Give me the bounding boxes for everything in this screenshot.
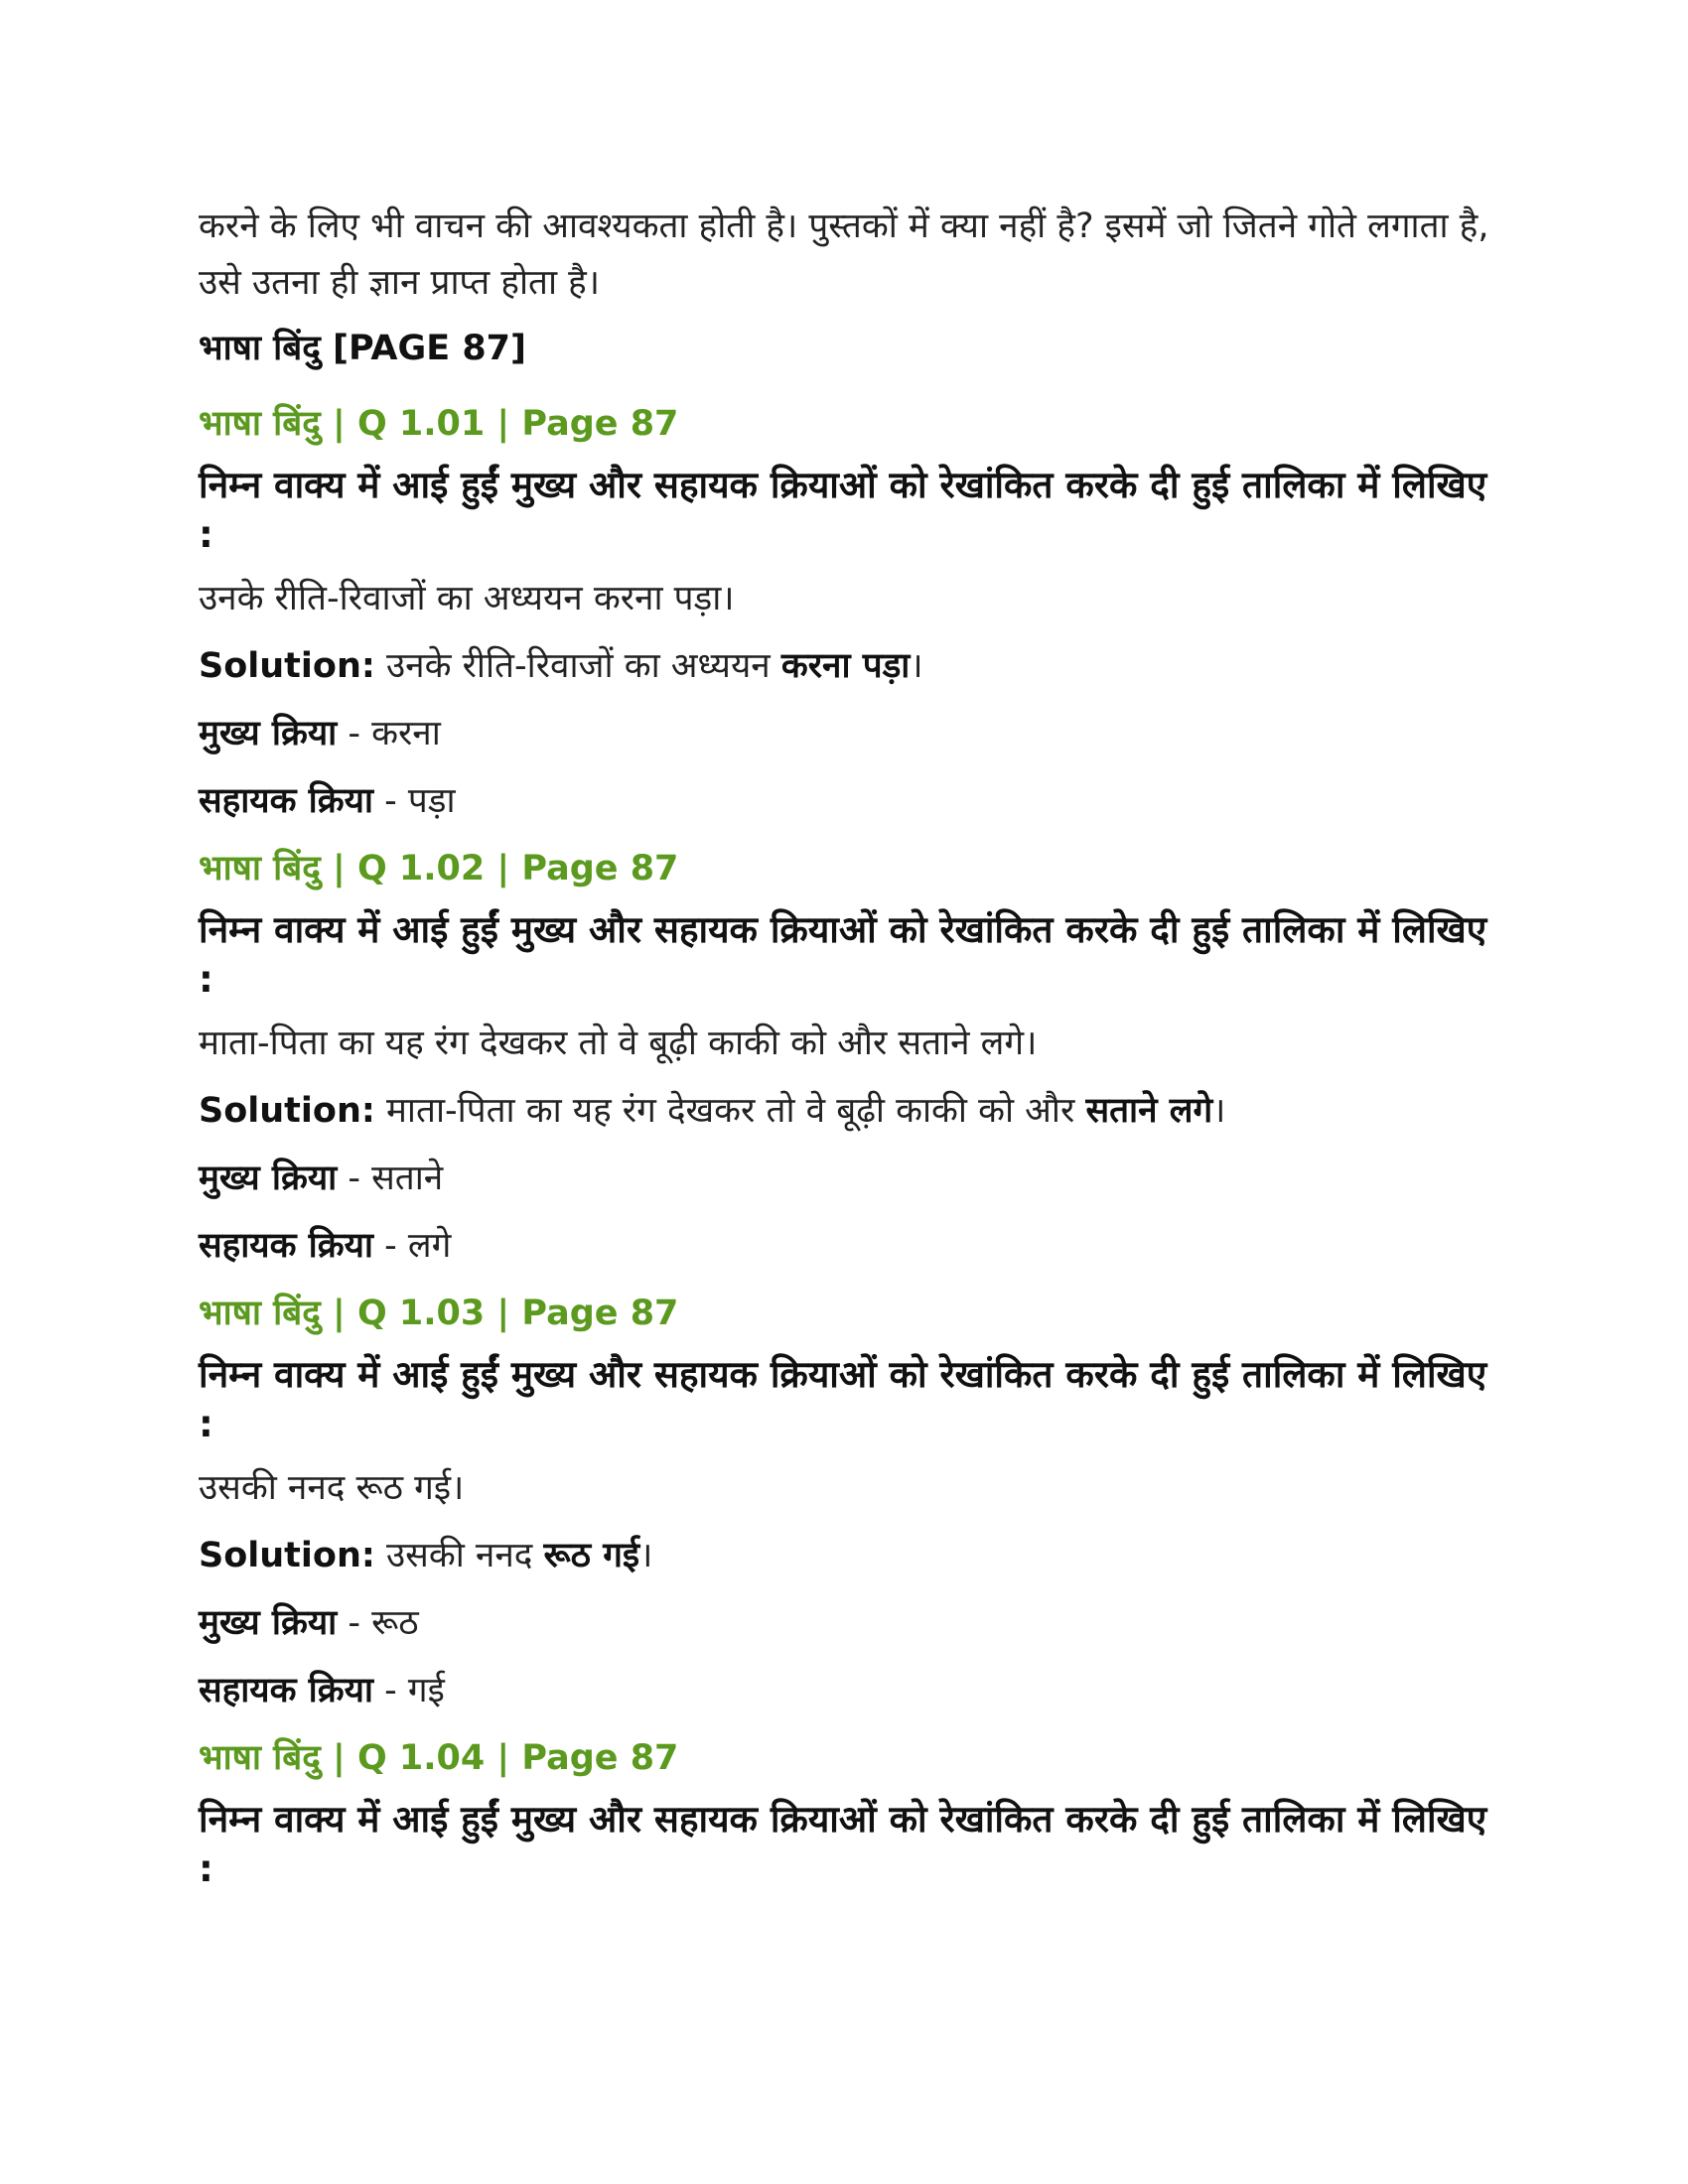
main-verb-label: मुख्य क्रिया [199, 1603, 338, 1643]
aux-verb-label: सहायक क्रिया [199, 1226, 373, 1266]
intro-paragraph: करने के लिए भी वाचन की आवश्यकता होती है। पुस्तकों में क्या नहीं है? इसमें जो जितने गोते लगाता है, उसे उतना ही ज्ञान प्राप्त होता है। [199, 206, 1489, 303]
main-verb-label: मुख्य क्रिया [199, 714, 338, 753]
solution-label: Solution: [199, 646, 375, 686]
question-sentence: उसकी ननद रूठ गई। [199, 1468, 465, 1508]
question-text: निम्न वाक्य में आई हुईं मुख्य और सहायक क्रियाओं को रेखांकित करके दी हुई तालिका में लिखिए : [199, 908, 1487, 1001]
aux-verb-label: सहायक क्रिया [199, 781, 373, 821]
question-heading: भाषा बिंदु | Q 1.03 | Page 87 [199, 1294, 679, 1333]
main-verb-value: करना [371, 714, 441, 753]
separator: - [373, 781, 408, 821]
section-title: भाषा बिंदु [PAGE 87] [199, 329, 527, 368]
main-verb-line [199, 1598, 1489, 1648]
solution-end: । [639, 1536, 653, 1575]
separator: - [337, 1159, 372, 1198]
main-verb-value: रूठ [371, 1603, 419, 1643]
solution-text: माता-पिता का यह रंग देखकर तो वे बूढ़ी काकी को और [386, 1091, 1086, 1131]
solution-line [199, 1531, 1489, 1580]
solution-verbs: करना पड़ा [780, 646, 911, 686]
question-heading: भाषा बिंदु | Q 1.04 | Page 87 [199, 1738, 679, 1778]
solution-line [199, 1086, 1489, 1136]
aux-verb-value: लगे [407, 1226, 452, 1266]
solution-text: उनके रीति-रिवाजों का अध्ययन [386, 646, 781, 686]
question-block-1 [199, 399, 1489, 826]
aux-verb-label: सहायक क्रिया [199, 1671, 373, 1710]
document-page [199, 199, 1489, 1908]
question-block-2 [199, 844, 1489, 1271]
aux-verb-value: गई [407, 1671, 445, 1710]
main-verb-label: मुख्य क्रिया [199, 1159, 338, 1198]
aux-verb-line [199, 1666, 1489, 1715]
aux-verb-line [199, 776, 1489, 826]
question-heading: भाषा बिंदु | Q 1.02 | Page 87 [199, 849, 679, 888]
question-text: निम्न वाक्य में आई हुईं मुख्य और सहायक क्रियाओं को रेखांकित करके दी हुई तालिका में लिखिए : [199, 464, 1487, 556]
main-verb-line [199, 709, 1489, 758]
aux-verb-line [199, 1221, 1489, 1271]
solution-label: Solution: [199, 1091, 375, 1131]
separator: - [373, 1226, 408, 1266]
separator: - [337, 714, 372, 753]
question-sentence: माता-पिता का यह रंग देखकर तो वे बूढ़ी काकी को और सताने लगे। [199, 1024, 1038, 1063]
solution-end: । [1212, 1091, 1226, 1131]
main-verb-line [199, 1154, 1489, 1203]
question-block-3 [199, 1289, 1489, 1715]
question-sentence: उनके रीति-रिवाजों का अध्ययन करना पड़ा। [199, 579, 735, 618]
separator: - [337, 1603, 372, 1643]
solution-line [199, 641, 1489, 691]
solution-label: Solution: [199, 1536, 375, 1575]
question-heading: भाषा बिंदु | Q 1.01 | Page 87 [199, 404, 679, 444]
question-block-4 [199, 1733, 1489, 1894]
separator: - [373, 1671, 408, 1710]
solution-end: । [910, 646, 923, 686]
aux-verb-value: पड़ा [407, 781, 456, 821]
solution-text: उसकी ननद [386, 1536, 544, 1575]
main-verb-value: सताने [371, 1159, 444, 1198]
solution-verbs: रूठ गई [543, 1536, 640, 1575]
question-text: निम्न वाक्य में आई हुईं मुख्य और सहायक क्रियाओं को रेखांकित करके दी हुई तालिका में लिखिए : [199, 1798, 1487, 1890]
question-text: निम्न वाक्य में आई हुईं मुख्य और सहायक क्रियाओं को रेखांकित करके दी हुई तालिका में लिखिए : [199, 1353, 1487, 1445]
solution-verbs: सताने लगे [1085, 1091, 1213, 1131]
